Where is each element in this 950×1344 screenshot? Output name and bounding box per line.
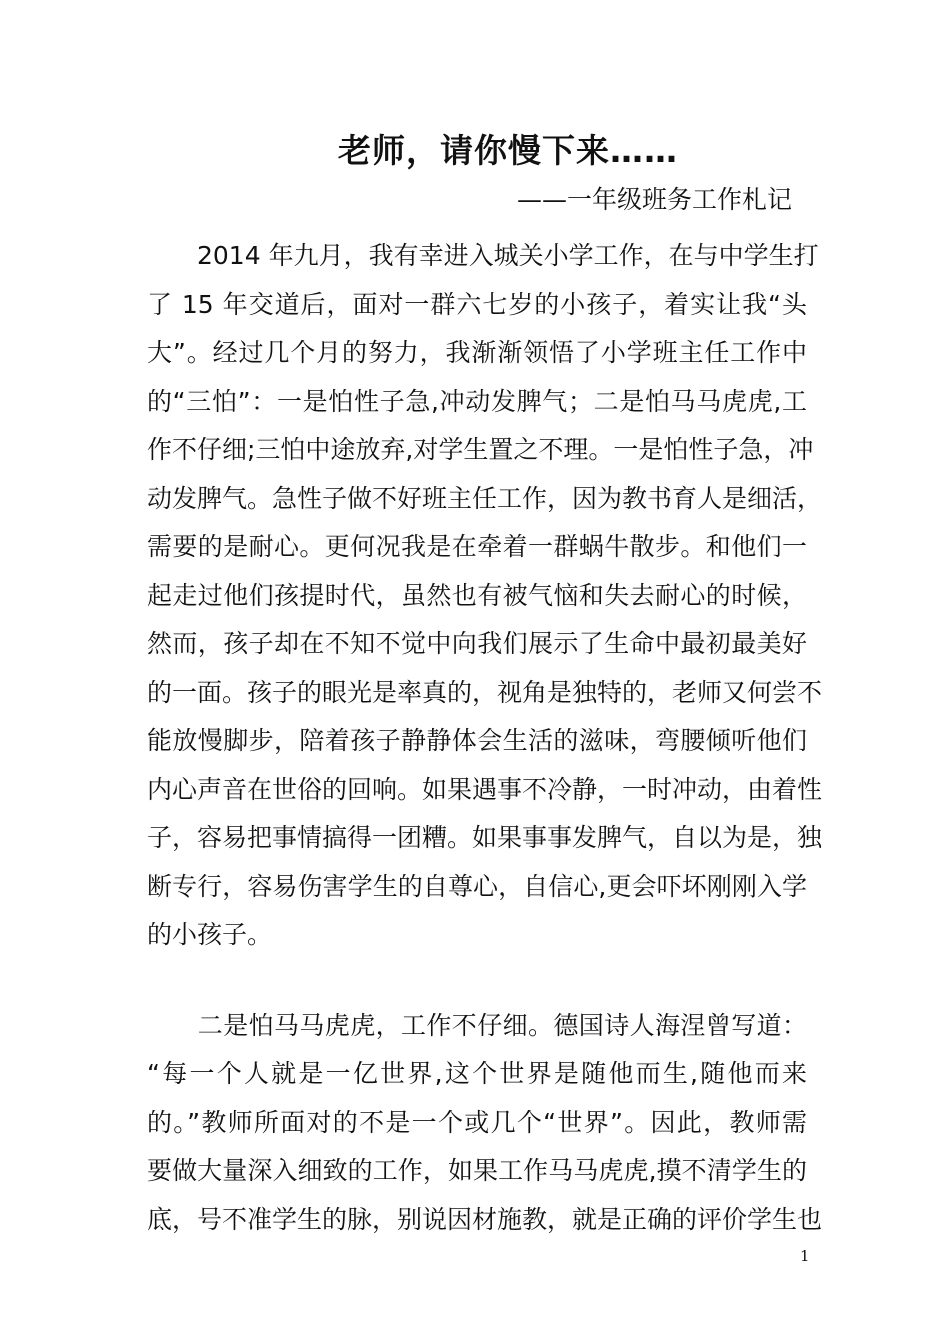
text-line: 能放慢脚步，陪着孩子静静体会生活的滋味，弯腰倾听他们 [147,726,807,755]
text-line: 二是怕马马虎虎，工作不仔细。德国诗人海涅曾写道： [147,1010,807,1040]
text-line: 动发脾气。急性子做不好班主任工作，因为教书育人是细活， [147,483,823,513]
text-line: 底，号不准学生的脉，别说因材施教，就是正确的评价学生也 [147,1204,823,1234]
document-subtitle: ——一年级班务工作札记 [516,185,792,214]
text-line: 需要的是耐心。更何况我是在牵着一群蜗牛散步。和他们一 [147,532,807,561]
text-line: 的。”教师所面对的不是一个或几个“世界”。因此，教师需 [147,1107,807,1137]
paragraph [147,1002,823,1245]
page-number: 1 [800,1247,810,1265]
text-line: 然而，孩子却在不知不觉中向我们展示了生命中最初最美好 [147,629,807,658]
text-line: 子，容易把事情搞得一团糟。如果事事发脾气，自以为是，独 [147,823,823,852]
text-line: 的一面。孩子的眼光是率真的，视角是独特的，老师又何尝不 [147,677,823,707]
paragraph-spacer [147,960,807,1002]
text-line: “每一个人就是一亿世界,这个世界是随他而生,随他而来 [147,1059,807,1088]
text-line: 作不仔细;三怕中途放弃,对学生置之不理。一是怕性子急，冲 [147,435,814,464]
paragraph [147,232,823,960]
document-title: 老师，请你慢下来…… [338,131,678,170]
text-line: 的小孩子。 [147,920,273,949]
text-line: 的“三怕”：一是怕性子急,冲动发脾气；二是怕马马虎虎,工 [147,386,807,416]
text-line: 起走过他们孩提时代，虽然也有被气恼和失去耐心的时候， [147,580,807,610]
text-line: 要做大量深入细致的工作，如果工作马马虎虎,摸不清学生的 [147,1156,807,1185]
text-line: 内心声音在世俗的回响。如果遇事不冷静，一时冲动，由着性 [147,774,823,804]
document-body [147,232,823,1244]
text-line: 断专行，容易伤害学生的自尊心，自信心,更会吓坏刚刚入学 [147,871,807,901]
text-line: 大”。经过几个月的努力，我渐渐领悟了小学班主任工作中 [147,338,807,367]
text-line: 2014 年九月，我有幸进入城关小学工作，在与中学生打 [147,241,819,270]
text-line: 了 15 年交道后，面对一群六七岁的小孩子，着实让我“头 [147,289,807,319]
